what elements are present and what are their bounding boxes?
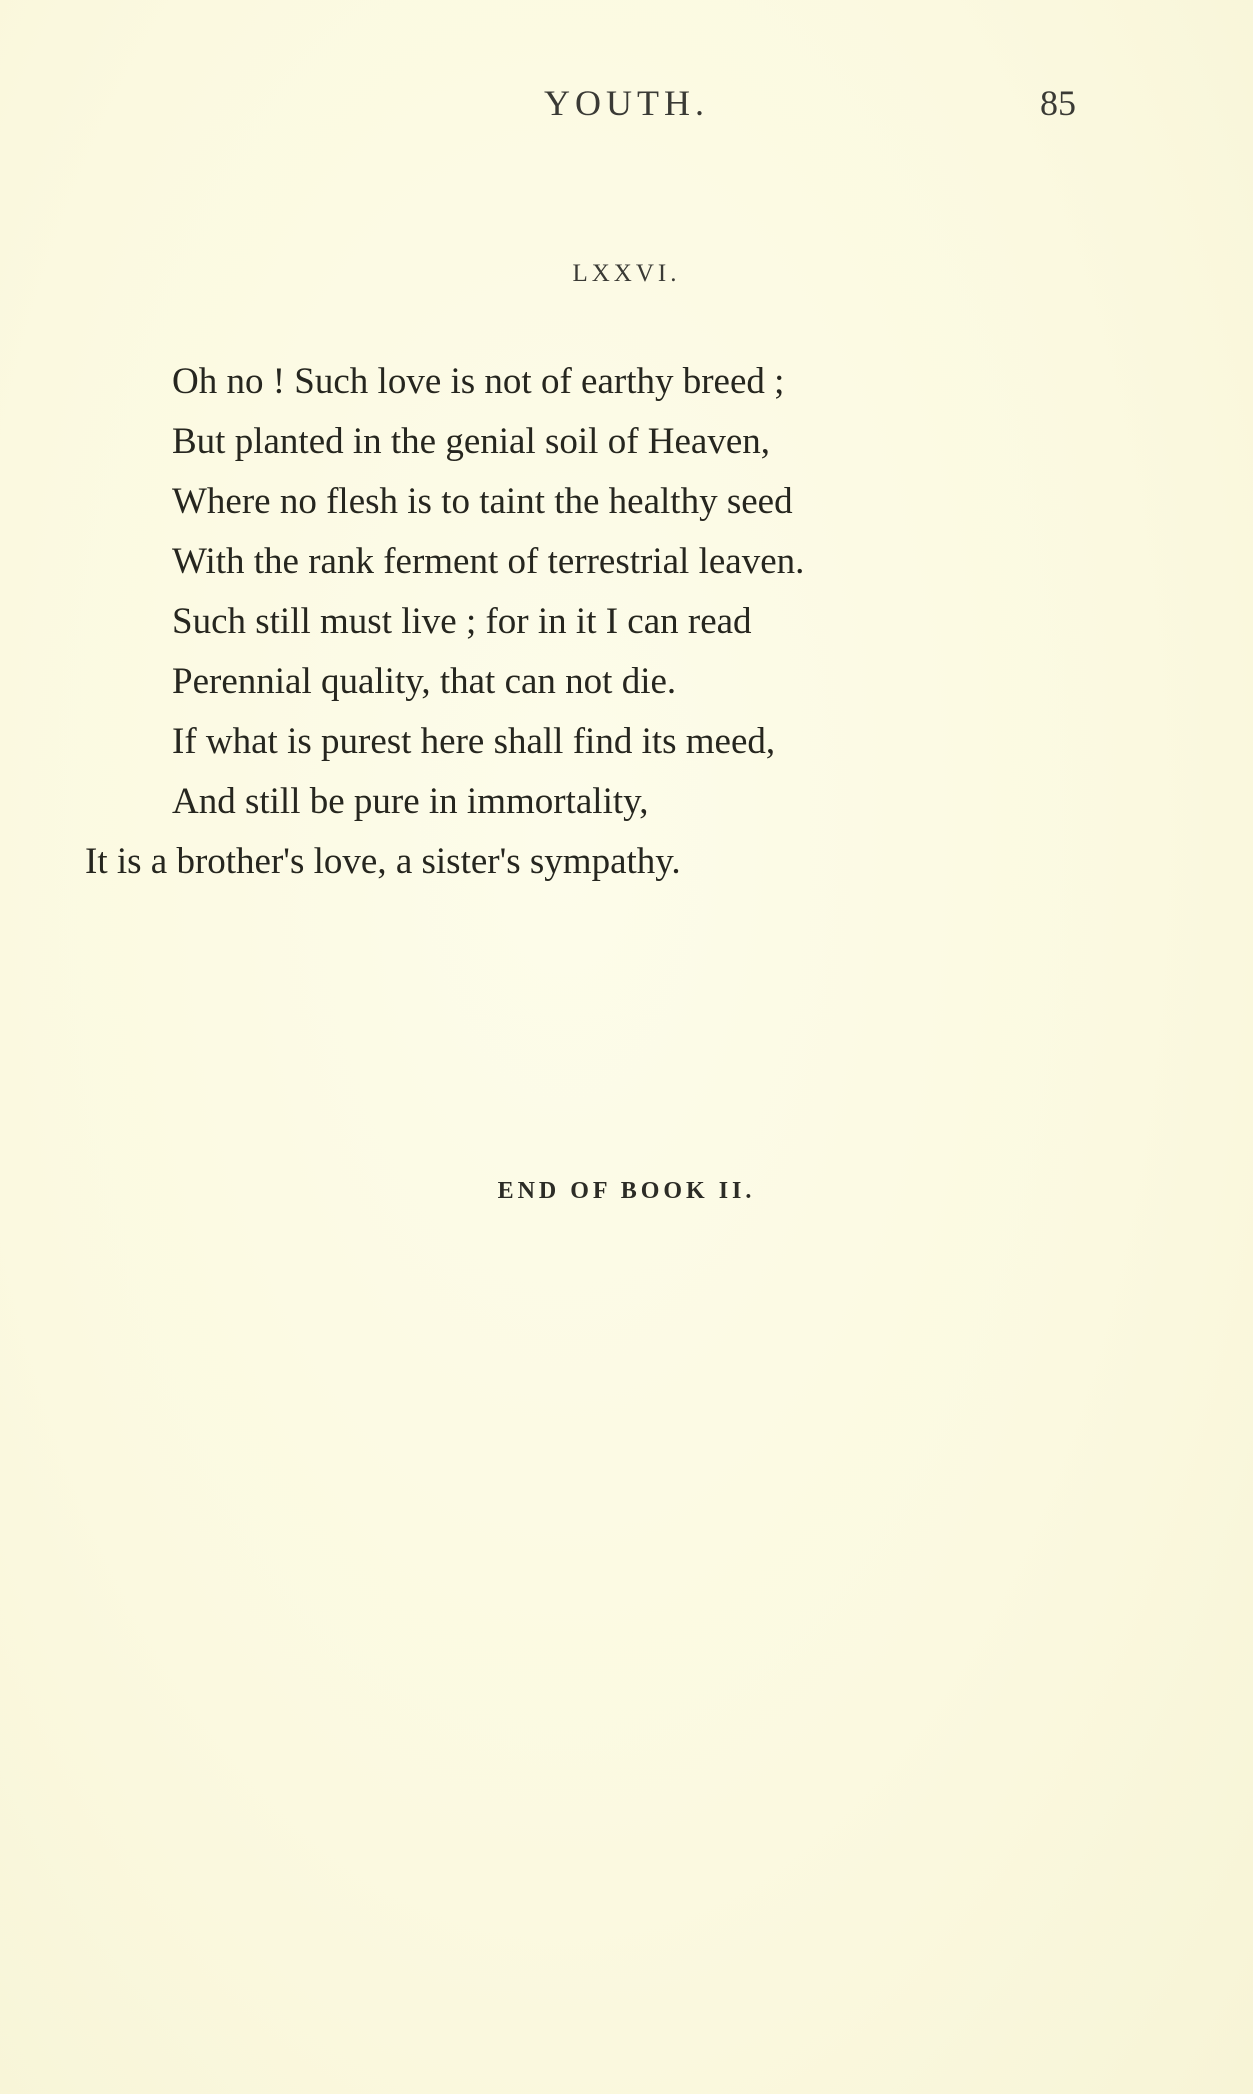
verse-line-9: It is a brother's love, a sister's sympathy. <box>85 841 681 882</box>
end-of-book-note: END OF BOOK II. <box>497 1178 756 1204</box>
running-title: YOUTH. <box>544 83 709 123</box>
verse-line-4: With the rank ferment of terrestrial leaven. <box>172 541 805 582</box>
verse-line-1: Oh no ! Such love is not of earthy breed ; <box>172 361 785 402</box>
verse-line-8: And still be pure in immortality, <box>172 781 649 822</box>
page-number: 85 <box>1040 83 1076 123</box>
running-head <box>0 82 1253 132</box>
verse-line-7: If what is purest here shall find its meed, <box>172 721 776 762</box>
verse-line-2: But planted in the genial soil of Heaven, <box>172 421 771 462</box>
verse-line-6: Perennial quality, that can not die. <box>172 661 677 702</box>
verse-line-5: Such still must live ; for in it I can read <box>172 601 752 642</box>
verse-line-3: Where no flesh is to taint the healthy seed <box>172 481 793 522</box>
section-number: LXXVI. <box>572 260 681 287</box>
